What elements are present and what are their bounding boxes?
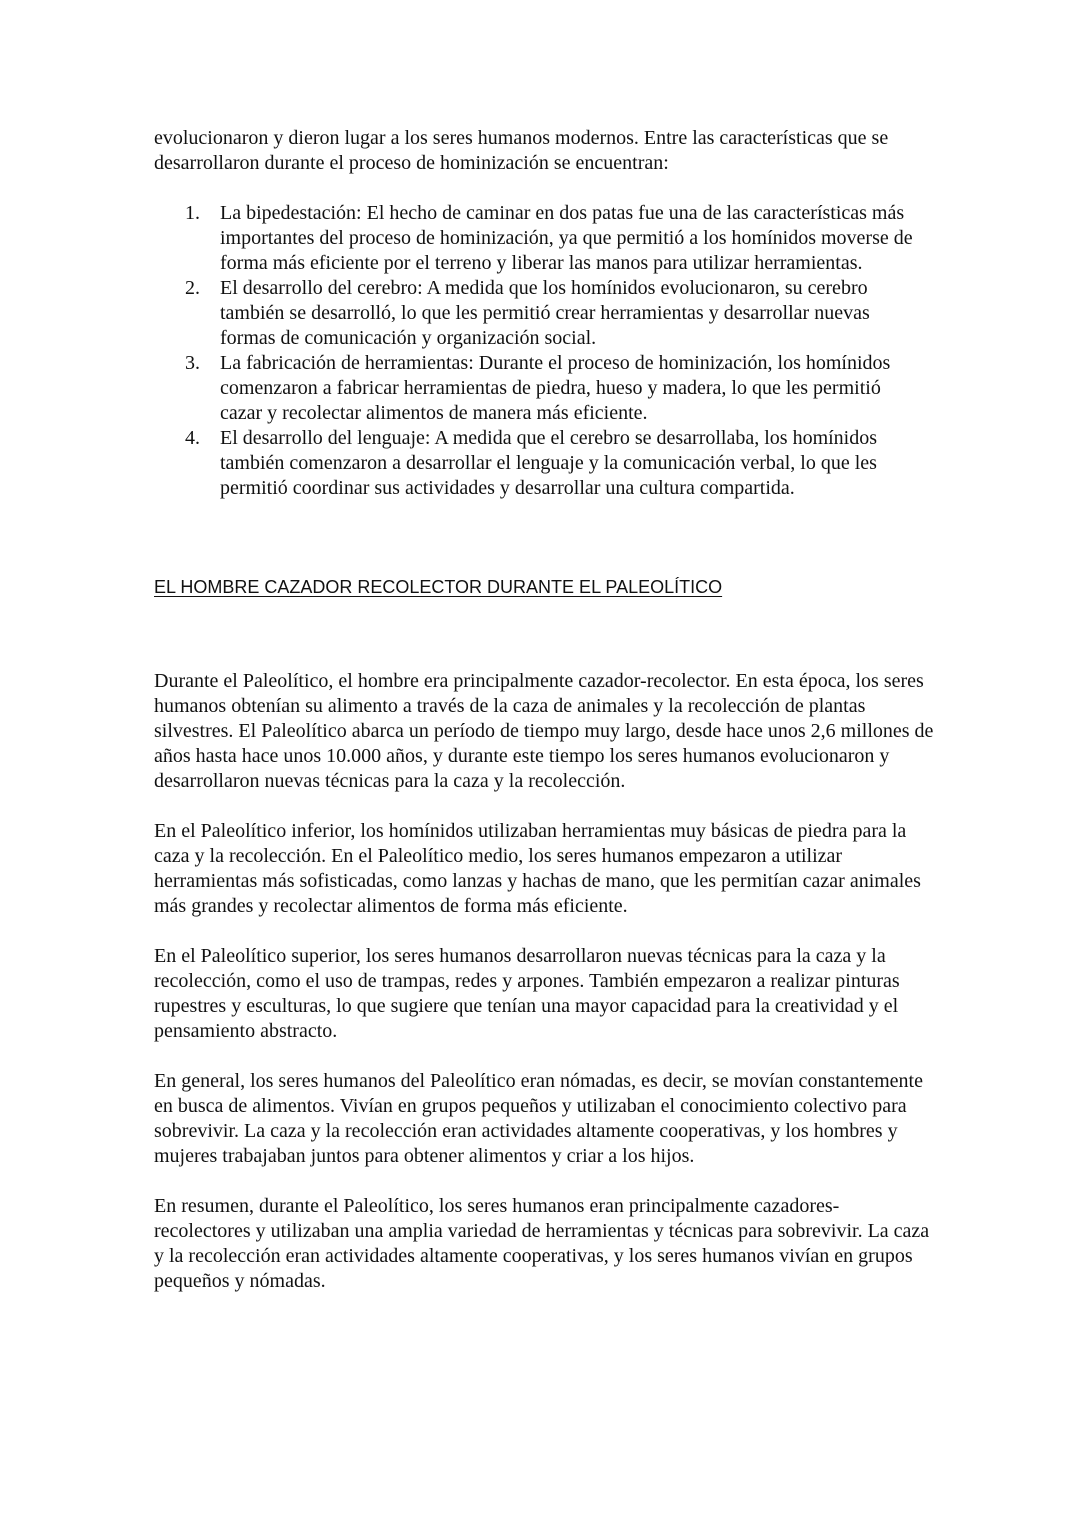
list-item-text: La bipedestación: El hecho de caminar en dos patas fue una de las características más importantes del proceso de hominización, ya que permitió a los homínidos moverse de forma más eficiente por el terreno y liberar las manos para utilizar herramientas.: [220, 202, 913, 274]
intro-paragraph: evolucionaron y dieron lugar a los seres humanos modernos. Entre las características que se desarrollaron durante el proceso de hominización se encuentran:: [154, 127, 889, 174]
document-page: [154, 126, 934, 1294]
list-item: [154, 276, 934, 351]
list-item: [154, 201, 934, 276]
body-paragraph: En general, los seres humanos del Paleolítico eran nómadas, es decir, se movían constantemente en busca de alimentos. Vivían en grupos pequeños y utilizaban el conocimiento colectivo para sobrevivir. La caza y la recolección eran actividades altamente cooperativas, y los hombres y mujeres trabajaban juntos para obtener alimentos y criar a los hijos.: [154, 1070, 923, 1167]
list-item-text: La fabricación de herramientas: Durante el proceso de hominización, los homínidos comenzaron a fabricar herramientas de piedra, hueso y madera, lo que les permitió cazar y recolectar alimentos de manera más eficiente.: [220, 352, 891, 424]
body-paragraph: Durante el Paleolítico, el hombre era principalmente cazador-recolector. En esta época, los seres humanos obtenían su alimento a través de la caza de animales y la recolección de plantas silvestres. El Paleolítico abarca un período de tiempo muy largo, desde hace unos 2,6 millones de años hasta hace unos 10.000 años, y durante este tiempo los seres humanos evolucionaron y desarrollaron nuevas técnicas para la caza y la recolección.: [154, 670, 934, 792]
list-item-number: 3.: [185, 352, 200, 374]
characteristics-list: [154, 201, 934, 501]
list-item: [154, 351, 934, 426]
list-item-text: El desarrollo del lenguaje: A medida que el cerebro se desarrollaba, los homínidos también comenzaron a desarrollar el lenguaje y la comunicación verbal, lo que les permitió coordinar sus actividades y desarrollar una cultura compartida.: [220, 427, 878, 499]
list-item-text: El desarrollo del cerebro: A medida que los homínidos evolucionaron, su cerebro también se desarrolló, lo que les permitió crear herramientas y desarrollar nuevas formas de comunicación y organización social.: [220, 277, 870, 349]
list-item-number: 4.: [185, 427, 200, 449]
section-title: EL HOMBRE CAZADOR RECOLECTOR DURANTE EL PALEOLÍTICO: [154, 577, 723, 597]
list-item-number: 2.: [185, 277, 200, 299]
list-item: [154, 426, 934, 501]
body-paragraph: En resumen, durante el Paleolítico, los seres humanos eran principalmente cazadores-recolectores y utilizaban una amplia variedad de herramientas y técnicas para sobrevivir. La caza y la recolección eran actividades altamente cooperativas, y los seres humanos vivían en grupos pequeños y nómadas.: [154, 1195, 930, 1292]
body-paragraph: En el Paleolítico inferior, los homínidos utilizaban herramientas muy básicas de piedra para la caza y la recolección. En el Paleolítico medio, los seres humanos empezaron a utilizar herramientas más sofisticadas, como lanzas y hachas de mano, que les permitían cazar animales más grandes y recolectar alimentos de forma más eficiente.: [154, 820, 921, 917]
body-paragraph: En el Paleolítico superior, los seres humanos desarrollaron nuevas técnicas para la caza y la recolección, como el uso de trampas, redes y arpones. También empezaron a realizar pinturas rupestres y esculturas, lo que sugiere que tenían una mayor capacidad para la creatividad y el pensamiento abstracto.: [154, 945, 900, 1042]
list-item-number: 1.: [185, 202, 200, 224]
